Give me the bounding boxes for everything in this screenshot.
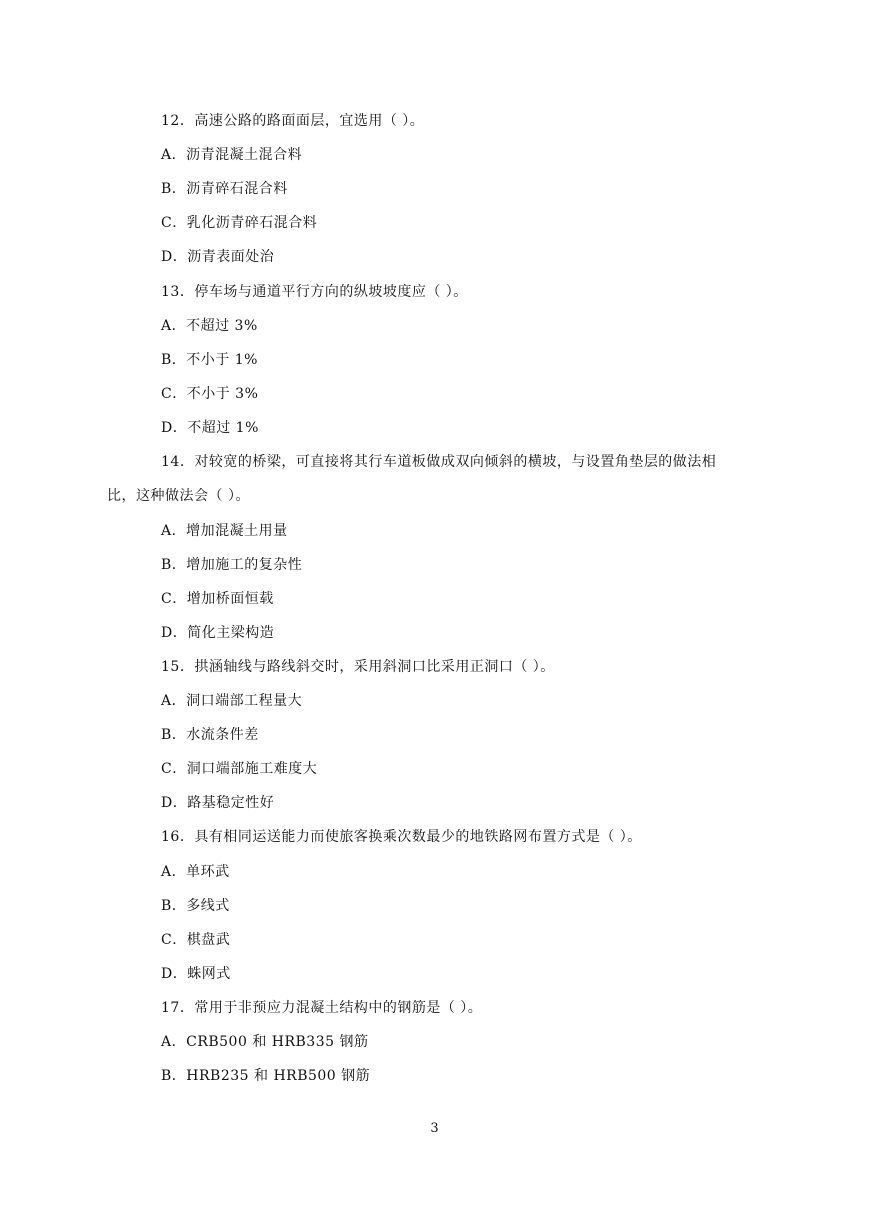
- question-14-option-a: A．增加混凝土用量: [161, 523, 288, 539]
- question-15-option-d: D．路基稳定性好: [161, 795, 275, 811]
- question-12-option-c: C．乳化沥青碎石混合料: [161, 215, 318, 231]
- question-15-option-b: B．水流条件差: [161, 727, 259, 743]
- question-17-option-a: A．CRB500 和 HRB335 钢筋: [161, 1034, 369, 1050]
- question-12-stem: 12．高速公路的路面面层，宜选用（ ）。: [161, 113, 425, 129]
- question-13-option-a: A．不超过 3%: [161, 318, 258, 334]
- question-17-option-b: B．HRB235 和 HRB500 钢筋: [161, 1068, 371, 1084]
- question-13-stem: 13．停车场与通道平行方向的纵坡坡度应（ ）。: [161, 284, 468, 300]
- question-12-option-b: B．沥青碎石混合料: [161, 181, 288, 197]
- question-16-option-b: B．多线式: [161, 898, 230, 914]
- question-15-option-a: A．洞口端部工程量大: [161, 693, 303, 709]
- question-13-option-b: B．不小于 1%: [161, 352, 258, 368]
- question-15-option-c: C．洞口端部施工难度大: [161, 761, 318, 777]
- question-16-option-d: D．蛛网式: [161, 966, 231, 982]
- question-16-option-c: C．棋盘武: [161, 932, 231, 948]
- question-17-stem: 17．常用于非预应力混凝土结构中的钢筋是（ ）。: [161, 1000, 483, 1016]
- question-15-stem: 15．拱涵轴线与路线斜交时，采用斜洞口比采用正洞口（ ）。: [161, 659, 555, 675]
- question-14-option-c: C．增加桥面恒载: [161, 591, 274, 607]
- question-14-option-d: D．简化主梁构造: [161, 625, 275, 641]
- page-number: 3: [430, 1121, 439, 1136]
- question-16-stem: 16．具有相同运送能力而使旅客换乘次数最少的地铁路网布置方式是（ ）。: [161, 829, 642, 845]
- question-14-option-b: B．增加施工的复杂性: [161, 557, 303, 573]
- question-13-option-d: D．不超过 1%: [161, 420, 259, 436]
- question-12-option-a: A．沥青混凝土混合料: [161, 147, 303, 163]
- question-16-option-a: A．单环武: [161, 864, 230, 880]
- question-12-option-d: D．沥青表面处治: [161, 249, 275, 265]
- question-13-option-c: C．不小于 3%: [161, 386, 259, 402]
- question-14-stem-continuation: 比，这种做法会（ ）。: [107, 488, 250, 504]
- question-14-stem: 14．对较宽的桥梁，可直接将其行车道板做成双向倾斜的横坡，与设置角垫层的做法相: [161, 454, 717, 470]
